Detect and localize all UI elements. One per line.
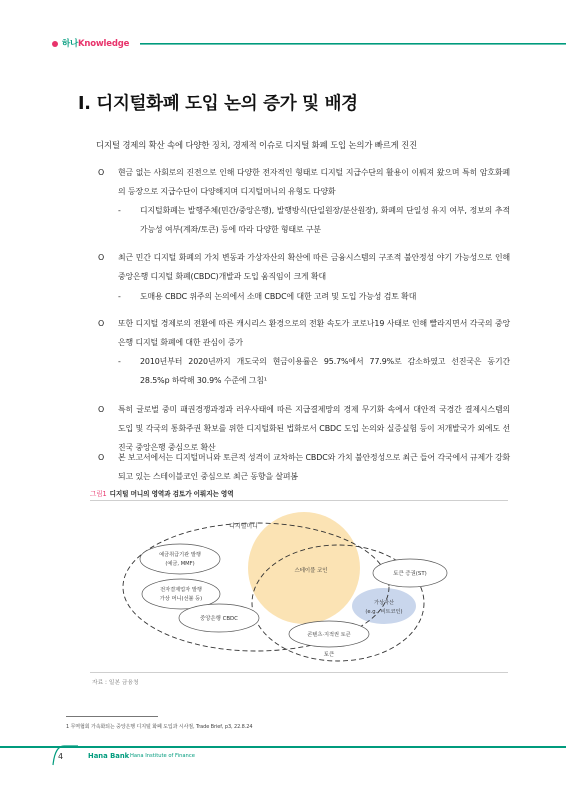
brand-suffix: Knowledge: [78, 39, 130, 49]
footer-brand: Hana Bank: [88, 752, 130, 760]
bullet-text: 현금 없는 사회로의 진전으로 인해 다양한 전자적인 형태로 디지털 지급수단의 활용이 이뤄져 왔으며 특히 암호화폐의 등장으로 지급수단이 다양해지며 디지털머니의 유형도 다양화: [118, 168, 510, 196]
label-ecommerce-1: 전자결제업자 발행: [160, 587, 202, 593]
bullet-marker: O: [98, 405, 105, 414]
bullet-item: [98, 448, 510, 486]
bullet-text: 또한 디지털 경제로의 전환에 따른 캐시리스 환경으로의 전환 속도가 코로나19 사태로 인해 빨라지면서 각국의 중앙은행 디지털 화폐에 대한 관심이 증가: [118, 319, 510, 347]
figure-label: 그림1: [90, 490, 107, 498]
footer-institute: Hana Institute of Finance: [130, 753, 195, 759]
sub-bullet-marker: -: [118, 206, 121, 215]
figure-top-rule: [90, 500, 508, 501]
footer-bar: [0, 746, 566, 748]
sub-bullet-item: [118, 201, 510, 239]
figure-bottom-rule: [90, 672, 508, 673]
sub-bullet-text: 도매용 CBDC 위주의 논의에서 소매 CBDC에 대한 고려 및 도입 가능성 검토 확대: [140, 292, 417, 301]
label-crypto-2: (e.g., 비트코인): [365, 609, 403, 615]
label-digital-money: 디지털머니: [229, 523, 258, 530]
label-deposit-1: 예금취급기관 발행: [159, 552, 201, 558]
bullet-item: [98, 163, 510, 201]
header-bar: [0, 42, 566, 46]
bullet-marker: O: [98, 253, 105, 262]
figure-title: 디지털 머니의 영역과 검토가 이뤄지는 영역: [109, 490, 234, 498]
bullet-marker: O: [98, 168, 105, 177]
bullet-marker: O: [98, 319, 105, 328]
footnote: 1 무역협회 가속화되는 중앙은행 디지털 화폐 도입과 시사점, Trade Brief, p3, 22.8.24: [66, 724, 253, 730]
sub-bullet-marker: -: [118, 292, 121, 301]
bullet-text: 본 보고서에서는 디지털머니와 토큰적 성격이 교차하는 CBDC와 가치 불안정성으로 최근 들어 각국에서 규제가 강화되고 있는 스테이블코인 중심으로 최근 동향을 살펴봄: [118, 453, 510, 481]
label-deposit-2: (예금, MMF): [165, 561, 195, 567]
digital-money-diagram: [90, 503, 508, 670]
bullet-text: 특히 글로벌 중미 패권경쟁과정과 러우사태에 따른 지급결제망의 경제 무기화 속에서 대안적 국경간 결제시스템의 도입 및 각국의 통화주권 확보를 위한 디지털화된 법화로서 CBDC 도입 논의와 실증실험 등이 저개발국가 외에도 선진국 중앙은행 중심으로 확산: [118, 405, 510, 452]
sub-bullet-marker: -: [118, 357, 121, 366]
label-security-token: 토큰 증권(ST): [393, 571, 427, 577]
footnote-rule: [66, 716, 158, 717]
sub-bullet-item: [118, 352, 510, 390]
figure-source: 자료 : 일본 금융청: [92, 680, 139, 686]
deposit-area: [140, 544, 220, 574]
label-ecommerce-2: 가상 머니(선불 등): [159, 596, 203, 602]
label-cbdc: 중앙은행 CBDC: [200, 616, 238, 622]
bullet-marker: O: [98, 453, 105, 462]
crypto-asset-area: [352, 588, 416, 624]
section-title: I. 디지털화폐 도입 논의 증가 및 배경: [78, 94, 358, 114]
label-crypto-1: 가상자산: [373, 600, 395, 606]
bullet-text: 최근 민간 디지털 화폐의 가치 변동과 가상자산의 확산에 따른 금융시스템의 구조적 불안정성 야기 가능성으로 인해 중앙은행 디지털 화폐(CBDC)개발과 도입 움직임이 크게 확대: [118, 253, 510, 281]
sub-bullet-text: 2010년부터 2020년까지 개도국의 현금이용률은 95.7%에서 77.9%로 감소하였고 선진국은 동기간 28.5%p 하락해 30.9% 수준에 그침¹: [140, 357, 510, 385]
label-token: 토큰: [323, 652, 335, 658]
figure-caption: [90, 488, 233, 498]
sub-bullet-item: [118, 287, 510, 306]
section-lead: 디지털 경제의 확산 속에 다양한 징치, 경제적 이슈로 디지털 화폐 도입 논의가 빠르게 진진: [96, 140, 418, 150]
page-number: 4: [58, 752, 64, 761]
bullet-item: [98, 248, 510, 286]
label-content-token: 콘텐츠·지적권 토큰: [307, 632, 351, 638]
label-stablecoin: 스테이블 코인: [294, 568, 328, 574]
sub-bullet-text: 디지털화폐는 발행주체(민간/중앙은행), 발행방식(단일원장/분산원장), 화폐의 단일성 유지 여부, 정보의 추적가능성 여부(계좌/토큰) 등에 따라 다양한 형태로 구분: [140, 206, 510, 234]
bullet-item: [98, 314, 510, 352]
brand-prefix: 하나: [62, 39, 79, 49]
